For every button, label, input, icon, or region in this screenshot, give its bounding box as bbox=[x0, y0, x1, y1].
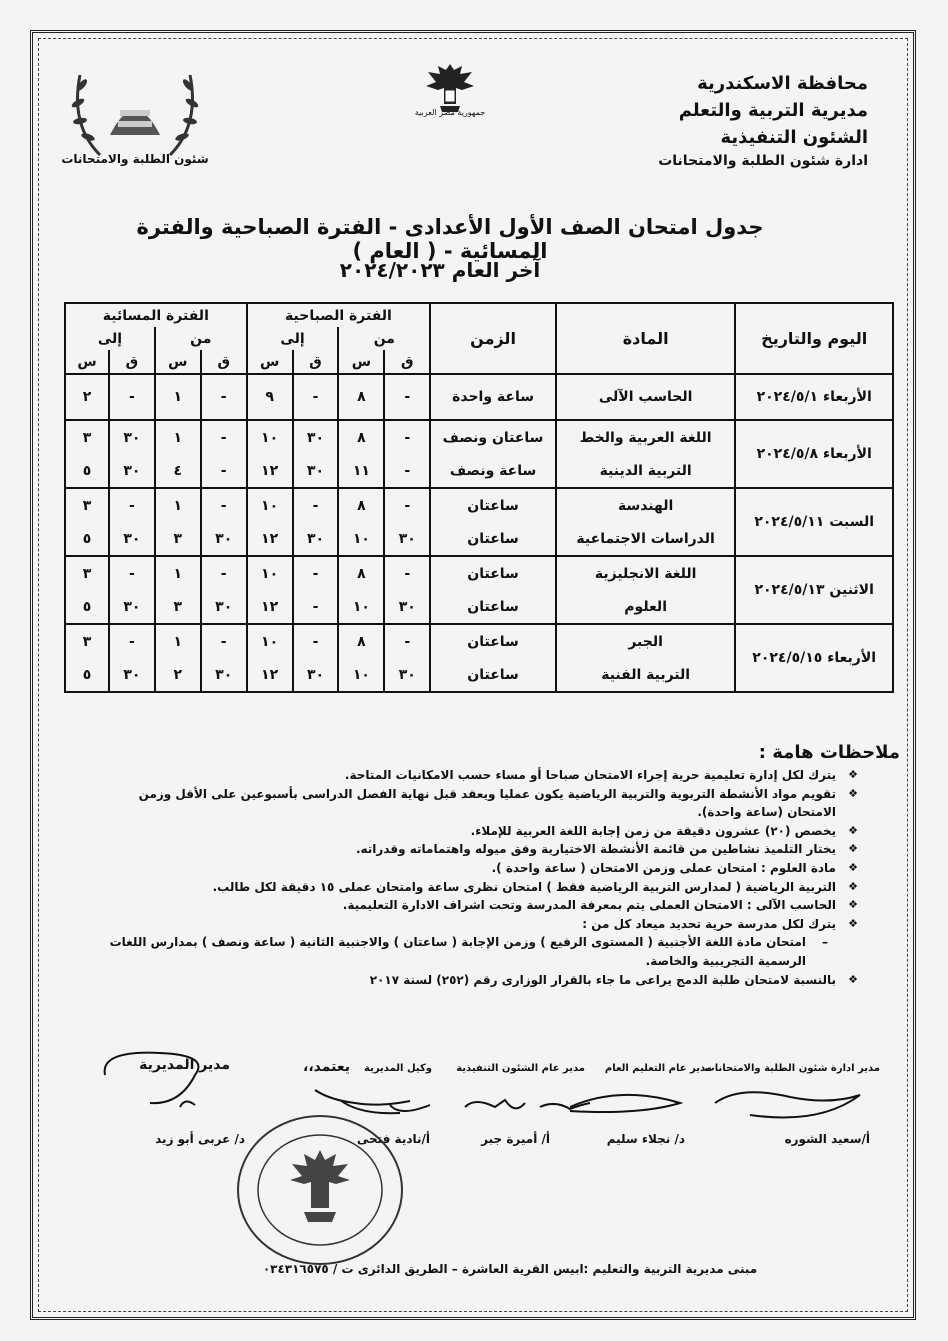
time-cell: ٣٠ bbox=[109, 658, 155, 692]
signature-title: مدير المديرية bbox=[139, 1057, 230, 1073]
exam-duration: ساعتان bbox=[430, 658, 556, 692]
time-cell: - bbox=[201, 488, 247, 522]
list-item: ❖ يترك لكل مدرسة حرية تحديد ميعاد كل من : bbox=[88, 915, 858, 934]
time-cell: ١١ bbox=[338, 454, 384, 488]
time-cell: ٨ bbox=[338, 624, 384, 658]
signature-title: مدير ادارة شئون الطلبة والامتحانات bbox=[704, 1063, 880, 1074]
exam-subject: اللغة الانجليزية bbox=[556, 556, 736, 590]
time-cell: ٣٠ bbox=[293, 658, 339, 692]
time-cell: ٥ bbox=[65, 522, 109, 556]
time-cell: ١٢ bbox=[247, 522, 293, 556]
exam-duration: ساعتان ونصف bbox=[430, 420, 556, 454]
header-q: ق bbox=[384, 350, 430, 374]
list-item: ❖ الحاسب الآلى : الامتحان العملى يتم بمعرفة المدرسة وتحت اشراف الادارة التعليمية. bbox=[88, 896, 858, 915]
table-row bbox=[65, 556, 893, 590]
header-morning-to: إلى bbox=[247, 327, 339, 350]
time-cell: ١٠ bbox=[247, 420, 293, 454]
exam-day: الاثنين ٢٠٢٤/٥/١٣ bbox=[735, 556, 893, 624]
signatory-name: د/ نجلاء سليم bbox=[606, 1132, 685, 1146]
header-q: ق bbox=[293, 350, 339, 374]
exam-day: الأربعاء ٢٠٢٤/٥/٨ bbox=[735, 420, 893, 488]
time-cell: ٥ bbox=[65, 454, 109, 488]
time-cell: - bbox=[293, 556, 339, 590]
time-cell: - bbox=[109, 488, 155, 522]
exam-schedule-table bbox=[64, 302, 894, 693]
notes-heading: ملاحظات هامة : bbox=[758, 742, 900, 763]
exam-subject: اللغة العربية والخط bbox=[556, 420, 736, 454]
emblem-caption: جمهورية مصر العربية bbox=[414, 108, 486, 117]
exam-day: السبت ٢٠٢٤/٥/١١ bbox=[735, 488, 893, 556]
time-cell: ١٢ bbox=[247, 658, 293, 692]
list-item: ❖ يختار التلميذ نشاطين من قائمة الأنشطة الاختيارية وفق ميوله واهتماماته وقدراته. bbox=[88, 840, 858, 859]
time-cell: - bbox=[384, 488, 430, 522]
signature-title: مدير عام التعليم العام bbox=[604, 1063, 712, 1074]
time-cell: - bbox=[293, 488, 339, 522]
table-header-row bbox=[65, 303, 893, 327]
exam-duration: ساعتان bbox=[430, 488, 556, 522]
time-cell: ١٠ bbox=[247, 556, 293, 590]
signatory-name: د/ عربى أبو زيد bbox=[155, 1132, 245, 1146]
time-cell: ٣٠ bbox=[201, 522, 247, 556]
time-cell: - bbox=[384, 624, 430, 658]
time-cell: - bbox=[201, 374, 247, 420]
time-cell: ٣٠ bbox=[293, 454, 339, 488]
exam-day: الأربعاء ٢٠٢٤/٥/١٥ bbox=[735, 624, 893, 692]
document-title: جدول امتحان الصف الأول الأعدادى - الفترة الصباحية والفترة المسائية - ( العام ) bbox=[136, 215, 764, 263]
table-row bbox=[65, 488, 893, 522]
time-cell: ٣ bbox=[65, 624, 109, 658]
time-cell: ١٢ bbox=[247, 590, 293, 624]
time-cell: ٣٠ bbox=[293, 420, 339, 454]
time-cell: ١٠ bbox=[338, 522, 384, 556]
header-evening-to: إلى bbox=[65, 327, 155, 350]
header-q: ق bbox=[109, 350, 155, 374]
list-item: ❖ تقويم مواد الأنشطة التربوية والتربية الرياضية يكون عمليا ويعقد قبل نهاية الفصل الدراسى بأسبوعين على الأقل وزمن الامتحان (ساعة واحدة). bbox=[88, 785, 858, 822]
exam-duration: ساعتان bbox=[430, 522, 556, 556]
time-cell: ٣٠ bbox=[384, 590, 430, 624]
header-evening: الفترة المسائية bbox=[65, 303, 247, 327]
header-s: س bbox=[338, 350, 384, 374]
eagle-emblem-icon bbox=[420, 60, 480, 115]
time-cell: ٣٠ bbox=[201, 658, 247, 692]
exam-duration: ساعتان bbox=[430, 556, 556, 590]
exam-subject: الدراسات الاجتماعية bbox=[556, 522, 736, 556]
time-cell: ٩ bbox=[247, 374, 293, 420]
time-cell: - bbox=[293, 624, 339, 658]
time-cell: - bbox=[384, 454, 430, 488]
signatory-name: أ/ أميرة جبر bbox=[481, 1132, 550, 1146]
time-cell: ٨ bbox=[338, 556, 384, 590]
time-cell: - bbox=[384, 556, 430, 590]
table-row bbox=[65, 624, 893, 658]
time-cell: ٨ bbox=[338, 488, 384, 522]
header-subject: المادة bbox=[556, 303, 736, 374]
notes-list bbox=[88, 766, 858, 989]
time-cell: ١٠ bbox=[338, 658, 384, 692]
time-cell: ١٢ bbox=[247, 454, 293, 488]
signature-title: وكيل المديرية bbox=[364, 1063, 432, 1074]
header-day: اليوم والتاريخ bbox=[735, 303, 893, 374]
time-cell: ٣٠ bbox=[109, 420, 155, 454]
list-item: ❖ مادة العلوم : امتحان عملى وزمن الامتحان ( ساعة واحدة ). bbox=[88, 859, 858, 878]
header-s: س bbox=[65, 350, 109, 374]
time-cell: ١ bbox=[155, 624, 201, 658]
time-cell: ٣ bbox=[65, 420, 109, 454]
list-item: ❖ التربية الرياضية ( لمدارس التربية الرياضية فقط ) امتحان نظرى ساعة وامتحان عملى ١٥ دقيقة لكل طالب. bbox=[88, 878, 858, 897]
time-cell: ١٠ bbox=[247, 488, 293, 522]
time-cell: ٣٠ bbox=[109, 590, 155, 624]
time-cell: ٣٠ bbox=[384, 658, 430, 692]
time-cell: - bbox=[384, 374, 430, 420]
time-cell: - bbox=[201, 556, 247, 590]
exam-duration: ساعة واحدة bbox=[430, 374, 556, 420]
signature-title: يعتمد،، bbox=[303, 1059, 350, 1075]
time-cell: ٣٠ bbox=[109, 522, 155, 556]
time-cell: - bbox=[293, 590, 339, 624]
time-cell: - bbox=[109, 374, 155, 420]
exam-subject: الجبر bbox=[556, 624, 736, 658]
signatory-name: أ/سعيد الشوره bbox=[784, 1132, 870, 1146]
time-cell: ١ bbox=[155, 420, 201, 454]
exam-subject: الهندسة bbox=[556, 488, 736, 522]
time-cell: ٨ bbox=[338, 374, 384, 420]
signatory-name: أ/نادية فتحى bbox=[356, 1132, 430, 1146]
list-sub-item: – امتحان مادة اللغة الأجنبية ( المستوى الرفيع ) وزمن الإجابة ( ساعتان ) والاجنبية الثانية ( ساعة ونصف ) بمدارس اللغات الرسمية التجريبية والخاصة. bbox=[88, 933, 858, 970]
signature-title: مدير عام الشئون التنفيذية bbox=[456, 1063, 585, 1074]
exam-subject: التربية الدينية bbox=[556, 454, 736, 488]
time-cell: ٣ bbox=[65, 556, 109, 590]
time-cell: ٢ bbox=[155, 658, 201, 692]
list-item: ❖ بالنسبة لامتحان طلبة الدمج يراعى ما جاء بالقرار الوزارى رقم (٢٥٢) لسنة ٢٠١٧ bbox=[88, 971, 858, 990]
exam-duration: ساعتان bbox=[430, 590, 556, 624]
list-item: ❖ يترك لكل إدارة تعليمية حرية إجراء الامتحان صباحا أو مساء حسب الامكانيات المتاحة. bbox=[88, 766, 858, 785]
list-item: ❖ يخصص (٢٠) عشرون دقيقة من زمن إجابة اللغة العربية للإملاء. bbox=[88, 822, 858, 841]
time-cell: ١ bbox=[155, 374, 201, 420]
time-cell: ٣٠ bbox=[109, 454, 155, 488]
time-cell: - bbox=[109, 624, 155, 658]
logo-caption: شئون الطلبة والامتحانات bbox=[61, 152, 209, 166]
exam-duration: ساعتان bbox=[430, 624, 556, 658]
header-s: س bbox=[155, 350, 201, 374]
time-cell: - bbox=[293, 374, 339, 420]
time-cell: ٣ bbox=[155, 522, 201, 556]
time-cell: - bbox=[201, 454, 247, 488]
exam-subject: الحاسب الآلى bbox=[556, 374, 736, 420]
time-cell: ٣٠ bbox=[201, 590, 247, 624]
time-cell: ٣ bbox=[155, 590, 201, 624]
header-morning: الفترة الصباحية bbox=[247, 303, 431, 327]
exam-duration: ساعة ونصف bbox=[430, 454, 556, 488]
time-cell: ٢ bbox=[65, 374, 109, 420]
time-cell: ١ bbox=[155, 488, 201, 522]
header-directorate: مديرية التربية والتعلم bbox=[678, 100, 868, 121]
header-morning-from: من bbox=[338, 327, 430, 350]
header-q: ق bbox=[201, 350, 247, 374]
time-cell: ٣ bbox=[65, 488, 109, 522]
header-affairs: الشئون التنفيذية bbox=[720, 127, 868, 148]
header-block bbox=[568, 70, 868, 172]
header-s: س bbox=[247, 350, 293, 374]
time-cell: - bbox=[109, 556, 155, 590]
header-duration: الزمن bbox=[430, 303, 556, 374]
time-cell: ٥ bbox=[65, 590, 109, 624]
time-cell: ٣٠ bbox=[293, 522, 339, 556]
time-cell: ٨ bbox=[338, 420, 384, 454]
time-cell: ١٠ bbox=[338, 590, 384, 624]
document-subtitle: آخر العام ٢٠٢٤/٢٠٢٣ bbox=[339, 258, 541, 282]
header-evening-from: من bbox=[155, 327, 247, 350]
time-cell: - bbox=[201, 420, 247, 454]
official-stamp-icon bbox=[232, 1108, 407, 1268]
table-row bbox=[65, 374, 893, 420]
time-cell: ١ bbox=[155, 556, 201, 590]
footer-address: مبنى مديرية التربية والتعليم :ابيس القرية العاشرة – الطريق الدائرى ت / ٠٣٤٣١٦٥٧٥ bbox=[262, 1262, 758, 1276]
time-cell: ٥ bbox=[65, 658, 109, 692]
time-cell: - bbox=[384, 420, 430, 454]
time-cell: ٤ bbox=[155, 454, 201, 488]
time-cell: - bbox=[201, 624, 247, 658]
exam-day: الأربعاء ٢٠٢٤/٥/١ bbox=[735, 374, 893, 420]
exam-subject: العلوم bbox=[556, 590, 736, 624]
header-department: ادارة شئون الطلبة والامتحانات bbox=[658, 153, 868, 169]
exam-subject: التربية الفنية bbox=[556, 658, 736, 692]
table-row bbox=[65, 420, 893, 454]
handwritten-signatures bbox=[100, 1045, 890, 1130]
time-cell: ٣٠ bbox=[384, 522, 430, 556]
header-governorate: محافظة الاسكندرية bbox=[697, 73, 868, 94]
time-cell: ١٠ bbox=[247, 624, 293, 658]
